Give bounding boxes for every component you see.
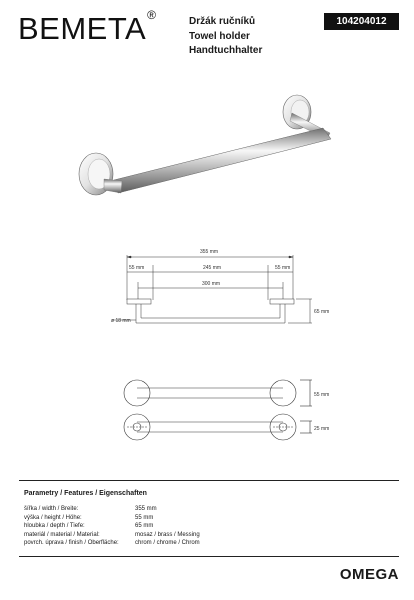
spec-row-width <box>24 505 200 514</box>
spec-row-height <box>24 514 200 523</box>
spec-value: chrom / chrome / Chrom <box>135 540 200 547</box>
dim-center-span: 245 mm <box>203 265 222 271</box>
dim-height: 65 mm <box>314 309 330 315</box>
spec-label: výška / height / Höhe: <box>24 514 82 521</box>
features-heading: Parametry / Features / Eigenschaften <box>24 490 147 497</box>
title-czech: Držák ručníků <box>189 16 256 27</box>
title-english: Towel holder <box>189 30 250 42</box>
spec-label: šířka / width / Breite: <box>24 506 79 512</box>
product-code-badge: 104204012 <box>324 13 399 30</box>
spec-row-finish <box>24 539 200 548</box>
top-view-rosettes <box>124 380 312 406</box>
spec-value: mosaz / brass / Messing <box>135 531 200 538</box>
top-view-mounting <box>124 414 312 440</box>
spec-row-material <box>24 531 200 540</box>
dim-rosette-depth: 25 mm <box>314 426 330 432</box>
brand-logo-text: BEMETA <box>18 11 147 46</box>
dim-inner-span: 300 mm <box>202 281 221 287</box>
registered-mark: ® <box>147 8 157 22</box>
dim-overall-length: 355 mm <box>200 249 219 255</box>
section-divider <box>19 480 399 481</box>
spec-label: povrch. úprava / finish / Oberfläche: <box>24 540 119 547</box>
spec-value: 355 mm <box>135 506 157 512</box>
towel-bar <box>114 128 331 193</box>
spec-label: hloubka / depth / Tiefe: <box>24 523 85 530</box>
dim-right-offset: 55 mm <box>275 265 291 271</box>
spec-row-depth <box>24 522 200 531</box>
dim-left-offset: 55 mm <box>129 265 145 271</box>
title-german: Handtuchhalter <box>189 45 263 56</box>
footer-divider <box>19 556 399 557</box>
series-name: OMEGA <box>339 566 399 583</box>
spec-value: 55 mm <box>135 514 154 521</box>
dim-diameter: ø 18 mm <box>111 318 131 324</box>
spec-label: materiál / material / Material: <box>24 531 100 538</box>
specification-table <box>24 505 200 548</box>
dim-rosette-height: 55 mm <box>314 392 330 398</box>
product-photo <box>79 95 331 195</box>
spec-value: 65 mm <box>135 523 154 530</box>
